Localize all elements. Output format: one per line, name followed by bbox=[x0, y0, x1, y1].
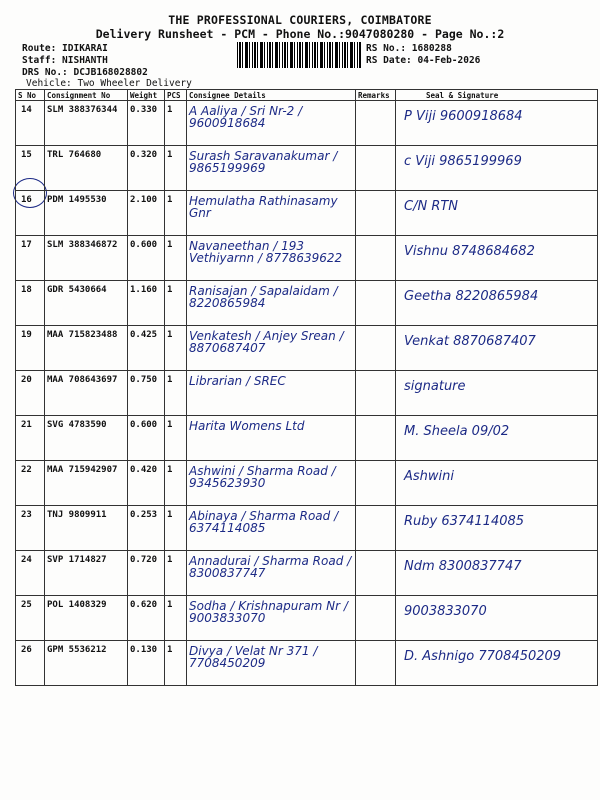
cell-pcs: 1 bbox=[165, 506, 187, 551]
table-header-row bbox=[16, 90, 598, 101]
cell-sno: 22 bbox=[16, 461, 45, 506]
cell-weight: 0.720 bbox=[128, 551, 165, 596]
cell-seal bbox=[396, 641, 598, 686]
handwritten-signature: Ruby 6374114085 bbox=[404, 514, 525, 529]
cell-remarks bbox=[356, 416, 396, 461]
table-row bbox=[16, 371, 598, 416]
cell-consignment: GPM 5536212 bbox=[45, 641, 128, 686]
handwritten-consignee: Hemulatha Rathinasamy Gnr bbox=[189, 194, 338, 220]
cell-pcs: 1 bbox=[165, 371, 187, 416]
handwritten-signature: Ndm 8300837747 bbox=[404, 559, 522, 574]
cell-pcs: 1 bbox=[165, 416, 187, 461]
table-row bbox=[16, 281, 598, 326]
runsheet-subtitle: Delivery Runsheet - PCM - Phone No.:9047080280 - Page No.:2 bbox=[95, 27, 505, 41]
table-row bbox=[16, 326, 598, 371]
cell-pcs: 1 bbox=[165, 326, 187, 371]
cell-sno: 15 bbox=[16, 146, 45, 191]
cell-weight: 0.130 bbox=[128, 641, 165, 686]
vehicle-label: Vehicle: Two Wheeler Delivery bbox=[26, 78, 192, 89]
cell-pcs: 1 bbox=[165, 281, 187, 326]
col-pcs: PCS bbox=[165, 90, 187, 101]
cell-pcs: 1 bbox=[165, 101, 187, 146]
handwritten-signature: Geetha 8220865984 bbox=[404, 289, 539, 304]
handwritten-consignee: A Aaliya / Sri Nr-2 / 9600918684 bbox=[189, 104, 303, 130]
cell-seal bbox=[396, 236, 598, 281]
cell-sno: 23 bbox=[16, 506, 45, 551]
cell-seal bbox=[396, 506, 598, 551]
cell-remarks bbox=[356, 551, 396, 596]
cell-pcs: 1 bbox=[165, 461, 187, 506]
route-label: Route: IDIKARAI bbox=[22, 43, 108, 54]
col-weight: Weight bbox=[128, 90, 165, 101]
handwritten-consignee: Ashwini / Sharma Road / 9345623930 bbox=[189, 464, 336, 490]
col-sno: S No bbox=[16, 90, 45, 101]
handwritten-signature: signature bbox=[404, 379, 466, 394]
cell-remarks bbox=[356, 506, 396, 551]
staff-label: Staff: NISHANTH bbox=[22, 55, 108, 66]
cell-seal bbox=[396, 281, 598, 326]
cell-consignment: TRL 764680 bbox=[45, 146, 128, 191]
cell-remarks bbox=[356, 326, 396, 371]
table-row bbox=[16, 641, 598, 686]
table-row bbox=[16, 596, 598, 641]
cell-remarks bbox=[356, 236, 396, 281]
handwritten-consignee: Sodha / Krishnapuram Nr / 9003833070 bbox=[189, 599, 348, 625]
cell-seal bbox=[396, 146, 598, 191]
cell-consignee bbox=[187, 281, 356, 326]
handwritten-signature: Ashwini bbox=[404, 469, 455, 484]
handwritten-signature: M. Sheela 09/02 bbox=[404, 424, 510, 439]
cell-weight: 2.100 bbox=[128, 191, 165, 236]
cell-sno: 21 bbox=[16, 416, 45, 461]
col-seal: Seal & Signature bbox=[396, 90, 598, 101]
cell-sno: 26 bbox=[16, 641, 45, 686]
handwritten-consignee: Ranisajan / Sapalaidam / 8220865984 bbox=[189, 284, 338, 310]
table-row bbox=[16, 416, 598, 461]
handwritten-consignee: Librarian / SREC bbox=[189, 374, 286, 388]
cell-weight: 0.620 bbox=[128, 596, 165, 641]
cell-consignment: SVG 4783590 bbox=[45, 416, 128, 461]
rs-number: RS No.: 1680288 bbox=[366, 43, 452, 54]
cell-consignment: POL 1408329 bbox=[45, 596, 128, 641]
cell-consignee bbox=[187, 461, 356, 506]
cell-remarks bbox=[356, 191, 396, 236]
cell-seal bbox=[396, 551, 598, 596]
cell-remarks bbox=[356, 146, 396, 191]
cell-consignee bbox=[187, 551, 356, 596]
cell-pcs: 1 bbox=[165, 146, 187, 191]
cell-sno: 14 bbox=[16, 101, 45, 146]
table-row bbox=[16, 506, 598, 551]
cell-consignee bbox=[187, 146, 356, 191]
cell-seal bbox=[396, 326, 598, 371]
cell-consignee bbox=[187, 596, 356, 641]
handwritten-signature: c Viji 9865199969 bbox=[404, 154, 522, 169]
company-title: THE PROFESSIONAL COURIERS, COIMBATORE bbox=[168, 13, 432, 27]
runsheet-table bbox=[15, 89, 598, 686]
handwritten-consignee: Surash Saravanakumar / 9865199969 bbox=[189, 149, 338, 175]
handwritten-signature: P Viji 9600918684 bbox=[404, 109, 523, 124]
cell-consignment: PDM 1495530 bbox=[45, 191, 128, 236]
cell-consignee bbox=[187, 236, 356, 281]
cell-consignment: TNJ 9809911 bbox=[45, 506, 128, 551]
cell-weight: 0.320 bbox=[128, 146, 165, 191]
cell-remarks bbox=[356, 281, 396, 326]
cell-pcs: 1 bbox=[165, 596, 187, 641]
handwritten-consignee: Annadurai / Sharma Road / 8300837747 bbox=[189, 554, 352, 580]
table-row bbox=[16, 146, 598, 191]
handwritten-consignee: Divya / Velat Nr 371 / 7708450209 bbox=[189, 644, 318, 670]
table-row bbox=[16, 101, 598, 146]
cell-weight: 0.750 bbox=[128, 371, 165, 416]
cell-sno: 25 bbox=[16, 596, 45, 641]
cell-consignee bbox=[187, 101, 356, 146]
cell-consignment: GDR 5430664 bbox=[45, 281, 128, 326]
table-row bbox=[16, 551, 598, 596]
handwritten-signature: Vishnu 8748684682 bbox=[404, 244, 535, 259]
cell-consignee bbox=[187, 641, 356, 686]
cell-consignee bbox=[187, 191, 356, 236]
cell-seal bbox=[396, 596, 598, 641]
table-row bbox=[16, 236, 598, 281]
cell-remarks bbox=[356, 371, 396, 416]
cell-pcs: 1 bbox=[165, 236, 187, 281]
cell-weight: 1.160 bbox=[128, 281, 165, 326]
table-row bbox=[16, 191, 598, 236]
col-consignee: Consignee Details bbox=[187, 90, 356, 101]
col-consignment: Consignment No bbox=[45, 90, 128, 101]
handwritten-signature: 9003833070 bbox=[404, 604, 487, 619]
cell-remarks bbox=[356, 461, 396, 506]
cell-weight: 0.600 bbox=[128, 236, 165, 281]
cell-sno: 16 bbox=[16, 191, 45, 236]
cell-weight: 0.600 bbox=[128, 416, 165, 461]
cell-pcs: 1 bbox=[165, 191, 187, 236]
cell-consignment: MAA 715823488 bbox=[45, 326, 128, 371]
cell-seal bbox=[396, 101, 598, 146]
cell-seal bbox=[396, 371, 598, 416]
handwritten-signature: C/N RTN bbox=[404, 199, 459, 214]
cell-consignee bbox=[187, 416, 356, 461]
cell-weight: 0.253 bbox=[128, 506, 165, 551]
cell-weight: 0.330 bbox=[128, 101, 165, 146]
handwritten-consignee: Harita Womens Ltd bbox=[189, 419, 305, 433]
cell-consignment: MAA 715942907 bbox=[45, 461, 128, 506]
cell-consignment: MAA 708643697 bbox=[45, 371, 128, 416]
cell-seal bbox=[396, 461, 598, 506]
handwritten-signature: D. Ashnigo 7708450209 bbox=[404, 649, 562, 664]
cell-consignment: SVP 1714827 bbox=[45, 551, 128, 596]
cell-remarks bbox=[356, 641, 396, 686]
cell-remarks bbox=[356, 101, 396, 146]
handwritten-consignee: Venkatesh / Anjey Srean / 8870687407 bbox=[189, 329, 344, 355]
cell-consignment: SLM 388376344 bbox=[45, 101, 128, 146]
drs-number: DRS No.: DCJB168028802 bbox=[22, 67, 148, 78]
cell-seal bbox=[396, 416, 598, 461]
rs-date: RS Date: 04-Feb-2026 bbox=[366, 55, 481, 66]
handwritten-consignee: Navaneethan / 193 Vethiyarnn / 8778639622 bbox=[189, 239, 343, 265]
cell-sno: 24 bbox=[16, 551, 45, 596]
cell-remarks bbox=[356, 596, 396, 641]
cell-pcs: 1 bbox=[165, 641, 187, 686]
cell-seal bbox=[396, 191, 598, 236]
cell-sno: 19 bbox=[16, 326, 45, 371]
cell-consignee bbox=[187, 506, 356, 551]
cell-sno: 17 bbox=[16, 236, 45, 281]
handwritten-signature: Venkat 8870687407 bbox=[404, 334, 536, 349]
handwritten-consignee: Abinaya / Sharma Road / 6374114085 bbox=[189, 509, 339, 535]
cell-consignee bbox=[187, 326, 356, 371]
cell-sno: 20 bbox=[16, 371, 45, 416]
cell-pcs: 1 bbox=[165, 551, 187, 596]
cell-sno: 18 bbox=[16, 281, 45, 326]
table-row bbox=[16, 461, 598, 506]
cell-consignee bbox=[187, 371, 356, 416]
barcode-icon bbox=[237, 42, 361, 68]
col-remarks: Remarks bbox=[356, 90, 396, 101]
cell-consignment: SLM 388346872 bbox=[45, 236, 128, 281]
cell-weight: 0.425 bbox=[128, 326, 165, 371]
cell-weight: 0.420 bbox=[128, 461, 165, 506]
